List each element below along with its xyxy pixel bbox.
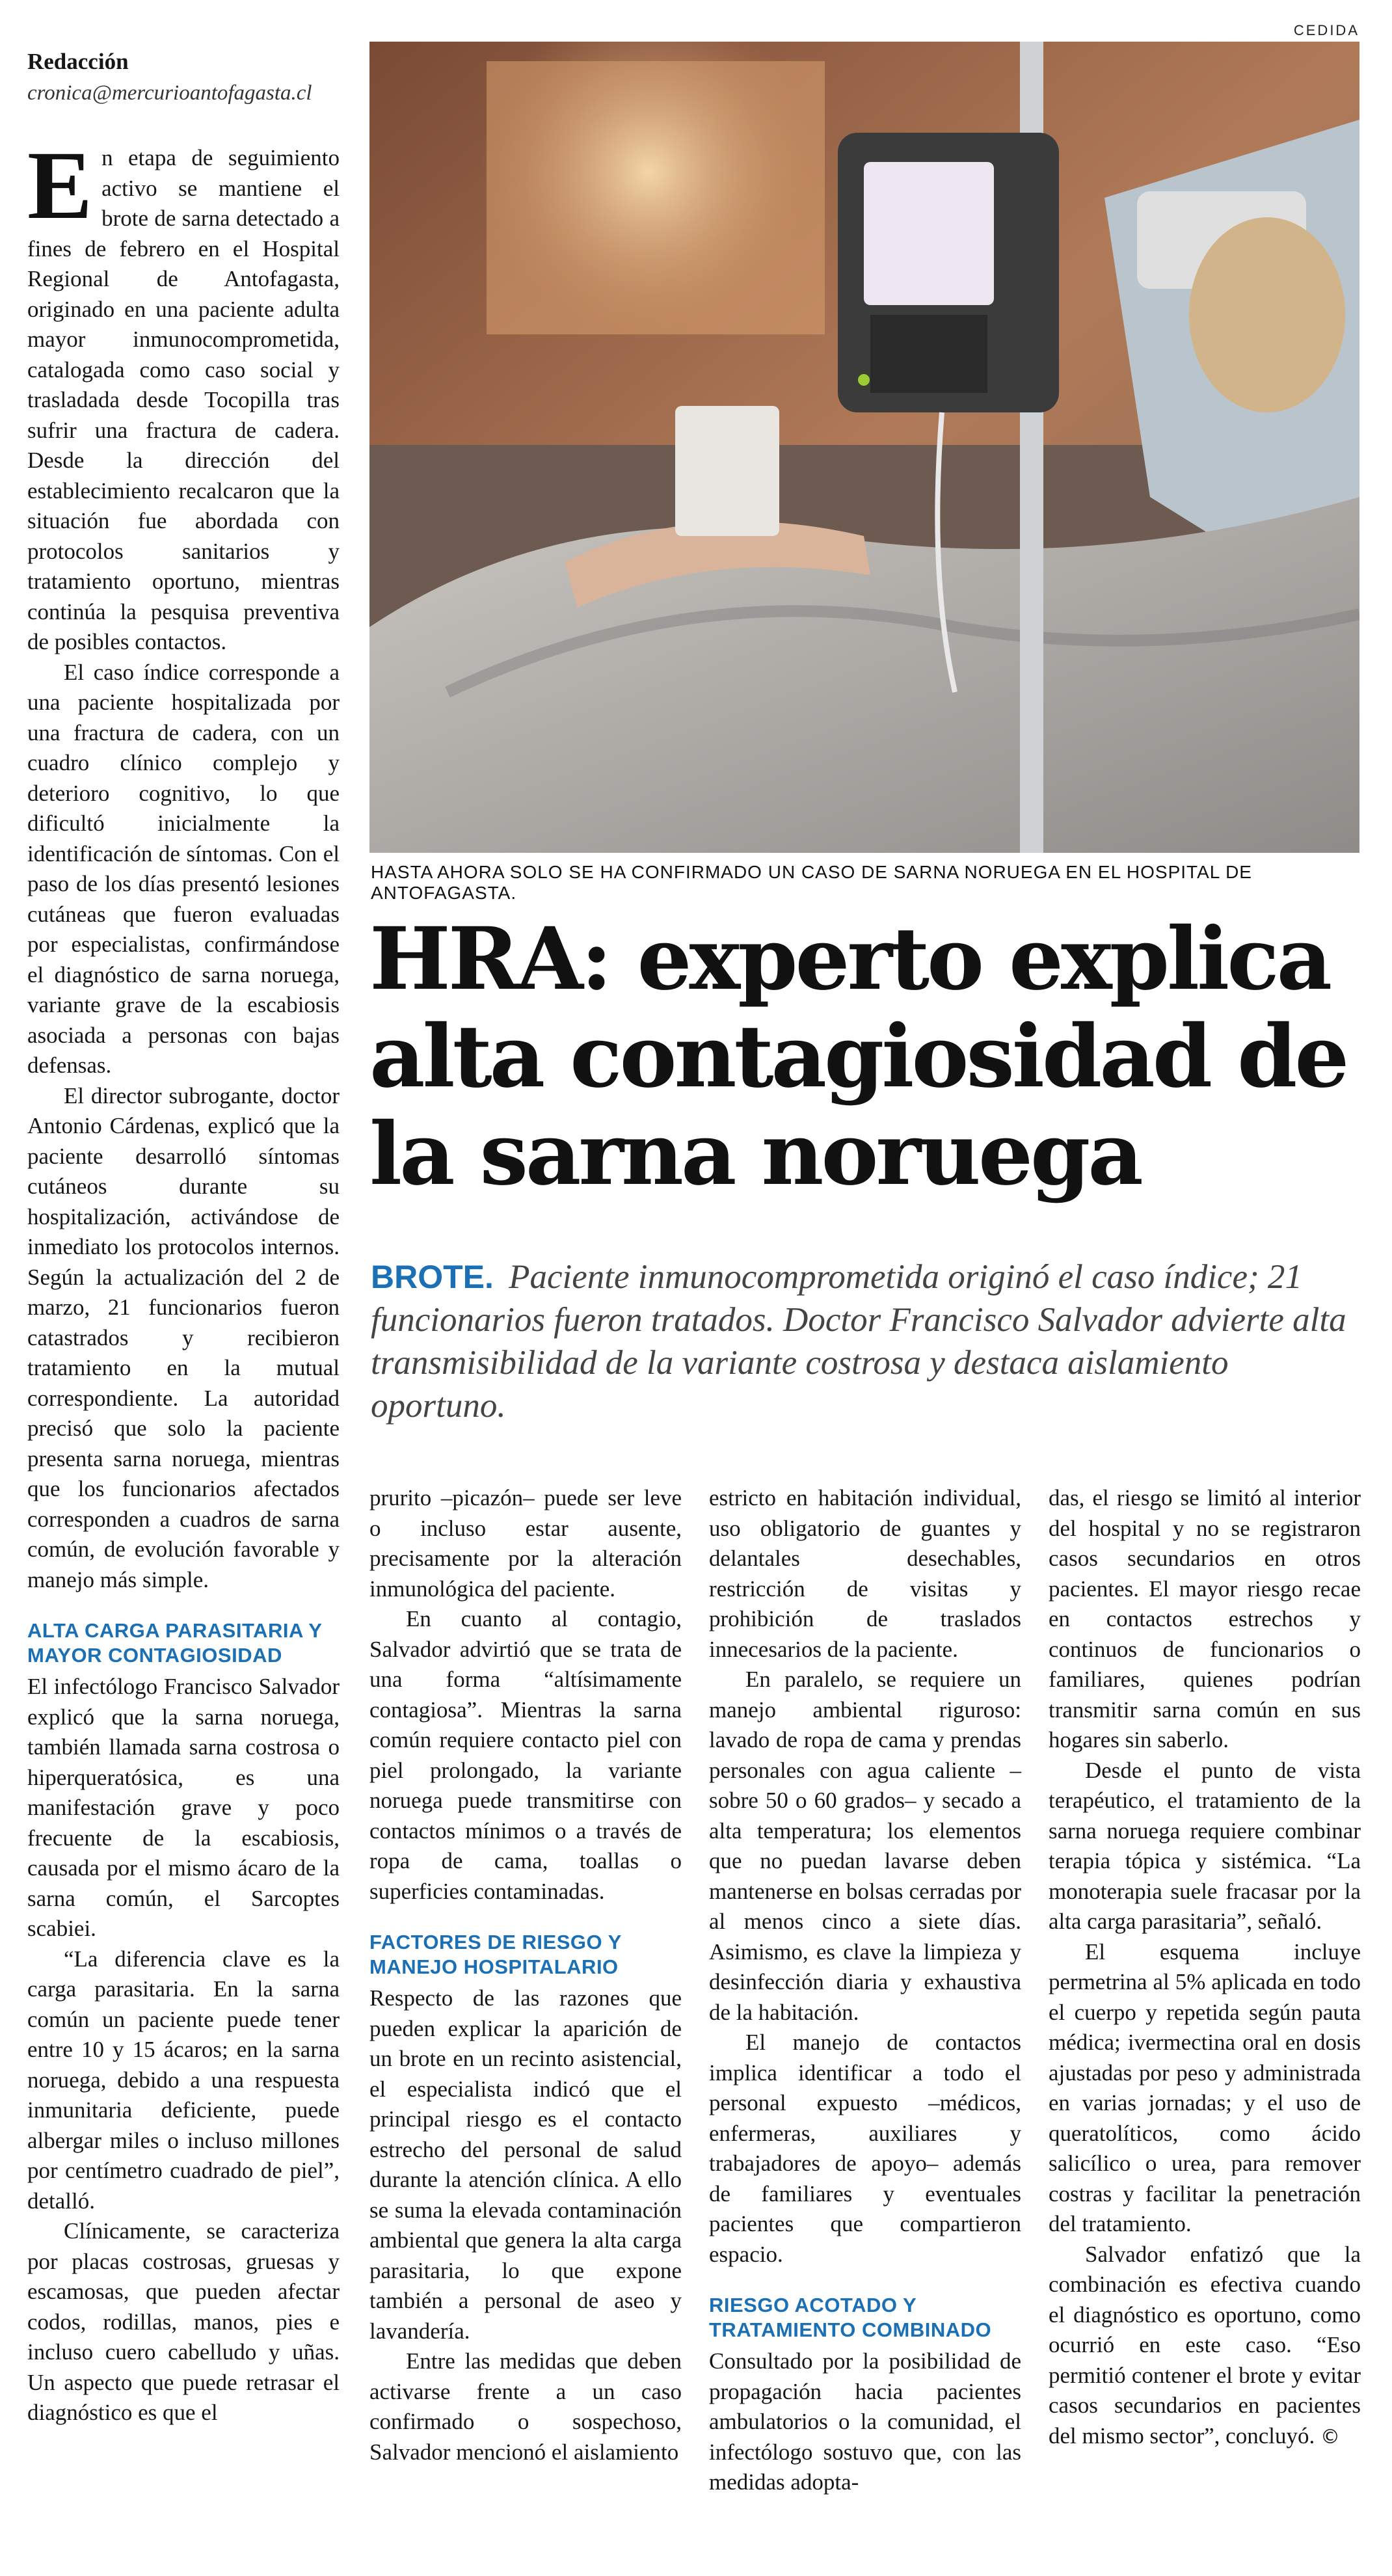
photo-credit: CEDIDA (1293, 22, 1359, 38)
paragraph: En paralelo, se requiere un manejo ambiental riguroso: lavado de ropa de cama y prendas personales con agua caliente –sobre 50 o 60 grados– y secado a alta temperatura; los elementos que no puedan lavarse deben mantenerse en bolsas cerradas por al menos cinco a siete días. Asimismo, es clave la limpieza y desinfección diaria y exhaustiva de la habitación. (709, 1667, 1021, 2025)
paragraph: Clínicamente, se caracteriza por placas costrosas, gruesas y escamosas, que pueden afectar codos, rodillas, manos, pies e incluso cuero cabelludo y uñas. Un aspecto que puede retrasar el diagnóstico es que el (27, 2218, 340, 2425)
deck (371, 1255, 1359, 1427)
subhead: FACTORES DE RIESGO Y MANEJO HOSPITALARIO (369, 1931, 622, 1978)
drop-cap: E (27, 131, 93, 239)
lead-paragraph-text: n etapa de seguimiento activo se mantiene el brote de sarna detectado a fines de febrero en el Hospital Regional de Antofagasta, originado en una paciente adulta mayor inmunocomprometida, catalogada como caso social y trasladada desde Tocopilla tras sufrir una fractura de cadera. Desde la dirección del establecimiento recalcaron que la situación fue abordada con protocolos sanitarios y tratamiento oportuno, mientras continúa la pesquisa preventiva de posibles contactos. (27, 145, 340, 654)
article-column-3 (709, 1483, 1021, 2498)
byline-name: Redacción (27, 49, 129, 74)
article-photo (369, 42, 1359, 853)
article-column-4 (1049, 1483, 1361, 2452)
paragraph: Respecto de las razones que pueden explicar la aparición de un brote en un recinto asistencial, el especialista indicó que el principal riesgo es el contacto estrecho del personal de salud durante la atención clínica. A ello se suma la elevada contaminación ambiental que genera la alta carga parasitaria, lo que expone también a personal de aseo y lavandería. (369, 1985, 682, 2344)
paragraph: El manejo de contactos implica identificar a todo el personal expuesto –médicos, enfermeras, auxiliares y trabajadores de apoyo– además de familiares y eventuales pacientes que compartieron espacio. (709, 2030, 1021, 2267)
paragraph: “La diferencia clave es la carga parasitaria. En la sarna común un paciente puede tener entre 10 y 15 ácaros; en la sarna noruega, debido a una respuesta inmunitaria deficiente, puede albergar miles o incluso millones por centímetro cuadrado de piel”, detalló. (27, 1946, 340, 2214)
subhead: RIESGO ACOTADO Y TRATAMIENTO COMBINADO (709, 2294, 992, 2341)
paragraph: El infectólogo Francisco Salvador explicó que la sarna noruega, también llamada sarna costrosa o hiperqueratósica, es una manifestación grave y poco frecuente de la escabiosis, causada por el mismo ácaro de la sarna común, el Sarcoptes scabiei. (27, 1674, 340, 1941)
closing-paragraph-text: Salvador enfatizó que la combinación es efectiva cuando el diagnóstico es oportuno, como ocurrió en este caso. “Eso permitió contener el brote y evitar casos secundarios en pacientes del mismo sector”, concluyó. (1049, 2241, 1361, 2449)
paragraph: Entre las medidas que deben activarse frente a un caso confirmado o sospechoso, Salvador mencionó el aislamiento (369, 2348, 682, 2465)
paragraph: Desde el punto de vista terapéutico, el tratamiento de la sarna noruega requiere combinar terapia tópica y sistémica. “La monoterapia suele fracasar por la alta carga parasitaria”, señaló. (1049, 1757, 1361, 1934)
deck-label: BROTE. (371, 1259, 494, 1295)
article-column-1 (27, 131, 340, 2428)
paragraph: El esquema incluye permetrina al 5% aplicada en todo el cuerpo y repetida según pauta médica; ivermectina oral en dosis ajustadas por peso y administrada en varias jornadas; y el uso de queratolíticos, como ácido salicílico o urea, para remover costras y facilitar la penetración del tratamiento. (1049, 1939, 1361, 2236)
end-mark-icon: © (1320, 2425, 1340, 2449)
paragraph: En cuanto al contagio, Salvador advirtió que se trata de una forma “altísimamente contagiosa”. Mientras la sarna común requiere contacto piel con piel prolongado, la variante noruega puede transmitirse con contactos mínimos o a través de ropa de cama, toallas o superficies contaminadas. (369, 1606, 682, 1904)
paragraph: El caso índice corresponde a una paciente hospitalizada por una fractura de cadera, con un cuadro clínico complejo y deterioro cognitivo, lo que dificultó inicialmente la identificación de síntomas. Con el paso de los días presentó lesiones cutáneas que fueron evaluadas por especialistas, confirmándose el diagnóstico de sarna noruega, variante grave de la escabiosis asociada a personas con bajas defensas. (27, 659, 340, 1078)
paragraph: prurito –picazón– puede ser leve o incluso estar ausente, precisamente por la alteración inmunológica del paciente. (369, 1485, 682, 1602)
hospital-bed-photo-illustration (369, 42, 1359, 853)
paragraph: El director subrogante, doctor Antonio Cárdenas, explicó que la paciente desarrolló síntomas cutáneos durante su hospitalización, activándose de inmediato los protocolos internos. Según la actualización del 2 de marzo, 21 funcionarios fueron catastrados y recibieron tratamiento en la mutual correspondiente. La autoridad precisó que solo la paciente presenta sarna noruega, mientras que los funcionarios afectados corresponden a cuadros de sarna común, de evolución favorable y manejo más simple. (27, 1082, 340, 1592)
paragraph: das, el riesgo se limitó al interior del hospital y no se registraron casos secundarios en otros pacientes. El mayor riesgo recae en contactos estrechos y continuos de funcionarios o familiares, quienes podrían transmitir sarna común en sus hogares sin saberlo. (1049, 1485, 1361, 1752)
paragraph (1049, 2240, 1361, 2453)
subhead: ALTA CARGA PARASITARIA Y MAYOR CONTAGIOSIDAD (27, 1619, 322, 1667)
deck-text: Paciente inmunocomprometida originó el caso índice; 21 funcionarios fueron tratados. Doctor Francisco Salvador advierte alta transmisibilidad de la variante costrosa y destaca aislamiento oportuno. (371, 1258, 1346, 1425)
headline: HRA: experto explica alta contagiosidad de la sarna noruega (369, 909, 1347, 1205)
paragraph: estricto en habitación individual, uso obligatorio de guantes y delantales desechables, restricción de visitas y prohibición de traslados innecesarios de la paciente. (709, 1485, 1021, 1662)
article-column-2 (369, 1483, 682, 2467)
photo-caption: HASTA AHORA SOLO SE HA CONFIRMADO UN CASO DE SARNA NORUEGA EN EL HOSPITAL DE ANTOFAGASTA. (371, 862, 1252, 903)
paragraph: Consultado por la posibilidad de propagación hacia pacientes ambulatorios o la comunidad, el infectólogo sostuvo que, con las medidas adopta- (709, 2348, 1021, 2495)
byline-email[interactable]: cronica@mercurioantofagasta.cl (27, 81, 312, 105)
lead-paragraph (27, 131, 340, 658)
